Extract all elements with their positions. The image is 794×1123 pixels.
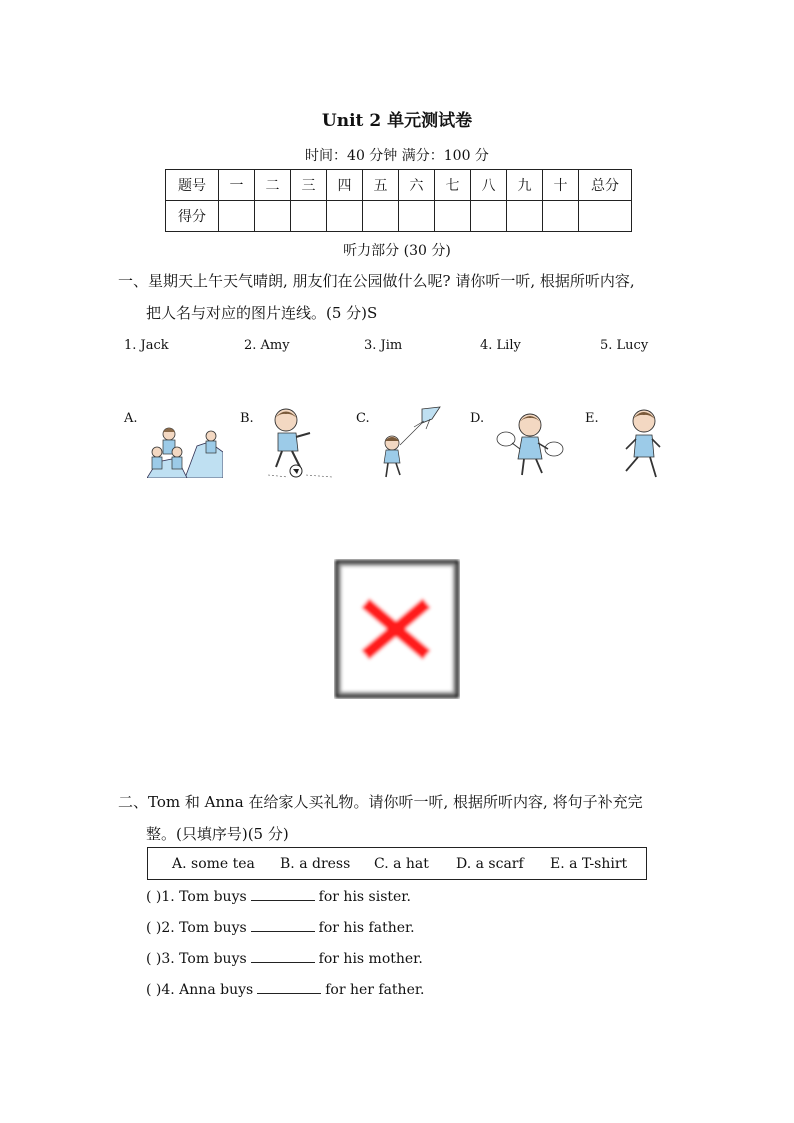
- fill-item: [146, 888, 411, 905]
- sentence-start: 2. Tom buys: [161, 920, 247, 936]
- score-cell: 四: [327, 170, 363, 201]
- score-input-cell[interactable]: [291, 201, 327, 232]
- answer-paren[interactable]: ( ): [146, 951, 162, 967]
- sentence-end: for her father.: [325, 982, 425, 998]
- name-item: 3. Jim: [364, 338, 403, 353]
- picture-letter: B.: [240, 411, 254, 426]
- climbing-picture: [147, 422, 223, 478]
- score-input-cell[interactable]: [471, 201, 507, 232]
- score-input-cell[interactable]: [543, 201, 579, 232]
- score-table: [165, 169, 632, 232]
- option-item: B. a dress: [280, 856, 351, 872]
- score-input-cell[interactable]: [435, 201, 471, 232]
- name-item: 4. Lily: [480, 338, 521, 353]
- score-cell: 二: [255, 170, 291, 201]
- football-boy-picture: [266, 405, 336, 479]
- fill-item: [146, 919, 415, 936]
- exam-info: 时间：40 分钟 满分：100 分: [305, 148, 489, 164]
- picture-letter: E.: [585, 411, 599, 426]
- fill-item: [146, 950, 423, 967]
- sentence-start: 3. Tom buys: [161, 951, 247, 967]
- score-input-cell[interactable]: [399, 201, 435, 232]
- score-input-cell[interactable]: [363, 201, 399, 232]
- picture-letter: C.: [356, 411, 370, 426]
- score-cell: 七: [435, 170, 471, 201]
- sentence-end: for his sister.: [318, 889, 411, 905]
- answer-paren[interactable]: ( ): [146, 982, 162, 998]
- score-table-score-row: [166, 201, 632, 232]
- question-1-prompt: 一、星期天上午天气晴朗, 朋友们在公园做什么呢? 请你听一听, 根据所听内容,: [118, 272, 635, 290]
- score-cell: 总分: [579, 170, 632, 201]
- score-input-cell[interactable]: [255, 201, 291, 232]
- name-list: [124, 338, 684, 358]
- name-item: 5. Lucy: [600, 338, 649, 353]
- listening-section-title: 听力部分 (30 分): [343, 243, 451, 259]
- score-cell: 八: [471, 170, 507, 201]
- kite-girl-picture: [374, 405, 446, 481]
- question-2-prompt: 二、Tom 和 Anna 在给家人买礼物。请你听一听, 根据所听内容, 将句子补充完: [118, 793, 643, 811]
- broken-image-icon: [334, 559, 460, 699]
- score-cell: 一: [219, 170, 255, 201]
- score-cell: 十: [543, 170, 579, 201]
- page-title: Unit 2 单元测试卷: [321, 111, 473, 131]
- answer-paren[interactable]: ( ): [146, 889, 162, 905]
- sentence-start: 1. Tom buys: [161, 889, 247, 905]
- option-item: E. a T-shirt: [550, 856, 628, 872]
- option-item: D. a scarf: [456, 856, 524, 872]
- answer-blank[interactable]: [251, 919, 315, 932]
- score-input-cell[interactable]: [579, 201, 632, 232]
- options-box: [147, 847, 647, 880]
- badminton-girl-picture: [490, 405, 566, 481]
- score-cell: 九: [507, 170, 543, 201]
- question-1-prompt-cont: 把人名与对应的图片连线。(5 分)S: [146, 304, 378, 322]
- picture-letter: A.: [124, 411, 138, 426]
- score-cell: 六: [399, 170, 435, 201]
- answer-blank[interactable]: [251, 950, 315, 963]
- sentence-end: for his mother.: [318, 951, 423, 967]
- answer-blank[interactable]: [257, 981, 321, 994]
- score-input-cell[interactable]: [219, 201, 255, 232]
- answer-blank[interactable]: [251, 888, 315, 901]
- name-item: 1. Jack: [124, 338, 169, 353]
- name-item: 2. Amy: [244, 338, 290, 353]
- sentence-end: for his father.: [318, 920, 415, 936]
- score-input-cell[interactable]: [507, 201, 543, 232]
- answer-paren[interactable]: ( ): [146, 920, 162, 936]
- picture-letter: D.: [470, 411, 485, 426]
- fill-item: [146, 981, 424, 998]
- score-input-cell[interactable]: [327, 201, 363, 232]
- score-table-header-row: [166, 170, 632, 201]
- question-2-prompt-cont: 整。(只填序号)(5 分): [146, 825, 289, 843]
- sentence-start: 4. Anna buys: [161, 982, 254, 998]
- score-row-label: 得分: [166, 201, 219, 232]
- score-cell: 三: [291, 170, 327, 201]
- score-cell: 五: [363, 170, 399, 201]
- option-item: A. some tea: [172, 856, 255, 872]
- option-item: C. a hat: [374, 856, 429, 872]
- running-girl-picture: [616, 405, 670, 481]
- score-cell: 题号: [166, 170, 219, 201]
